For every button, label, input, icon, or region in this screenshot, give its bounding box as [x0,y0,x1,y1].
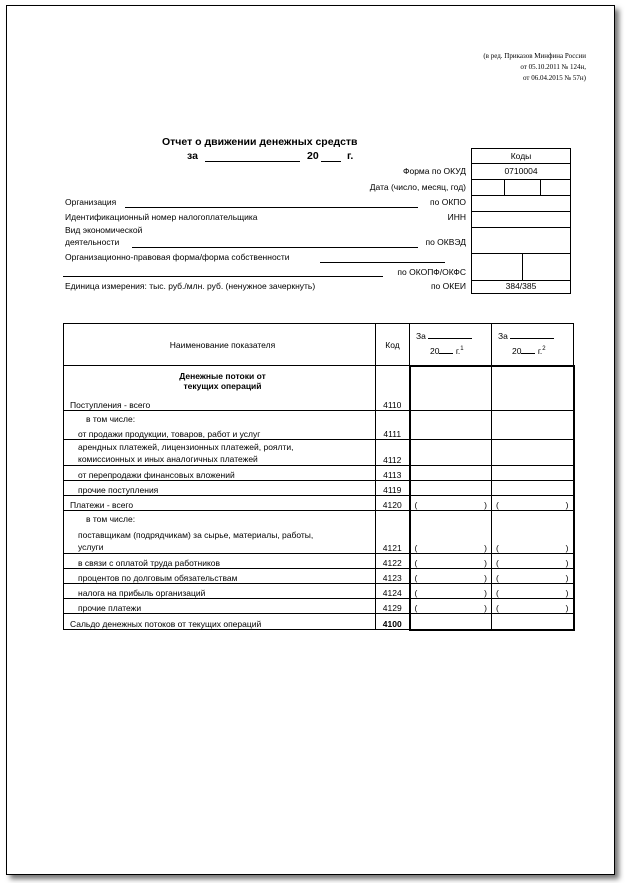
opf-label: Организационно-правовая форма/форма собственности [65,252,290,262]
table-row: арендных платежей, лицензионных платежей, роялти, комиссионных и иных аналогичных платежей 4112 [64,440,574,466]
table-row: в том числе: [64,411,574,424]
note-line-1: (в ред. Приказов Минфина России [483,52,586,60]
table-row: Сальдо денежных потоков от текущих операций 4100 [64,614,574,630]
title-year: 20 [307,150,319,162]
table-row: процентов по долговым обязательствам 4123 ( ) ( ) [64,569,574,584]
activity-label-1: Вид экономической [65,225,143,235]
okud-label: Форма по ОКУД [403,166,466,176]
date-label: Дата (число, месяц, год) [369,182,466,192]
okopf-label: по ОКОПФ/ОКФС [397,267,466,277]
col-period-1-header: За 20 г.$^1$ [410,324,492,366]
col-code-header: Код [376,324,410,366]
title-period-line [205,161,300,162]
okved-label: по ОКВЭД [425,237,466,247]
table-row: Поступления - всего 4110 [64,396,574,411]
col-name-header: Наименование показателя [64,324,376,366]
opf-line-1 [320,262,445,263]
cash-flow-table [63,323,575,631]
title-g: г. [347,150,354,162]
title-za: за [187,150,198,162]
table-row: от перепродажи финансовых вложений 4113 [64,466,574,481]
table-row: поставщикам (подрядчикам) за сырье, материалы, работы, услуги 4121 ( ) ( ) [64,524,574,554]
table-row: в связи с оплатой труда работников 4122 ( ) ( ) [64,554,574,569]
inn-label: ИНН [447,212,466,222]
table-row: от продажи продукции, товаров, работ и услуг 4111 [64,424,574,440]
table-row: налога на прибыль организаций 4124 ( ) ( ) [64,584,574,599]
org-label: Организация [65,197,117,207]
codes-header: Коды [510,151,532,161]
section-title: Денежные потоки от текущих операций [64,366,376,396]
org-line [125,207,418,208]
codes-box [471,148,571,294]
unit-label: Единица измерения: тыс. руб./млн. руб. (ненужное зачеркнуть) [65,281,316,291]
activity-line [132,247,418,248]
document-page [6,5,615,875]
title-year-line [321,161,341,162]
inn-field-label: Идентификационный номер налогоплательщика [65,212,258,222]
table-row: прочие поступления 4119 [64,481,574,496]
table-row: Платежи - всего 4120 ( ) ( ) [64,496,574,511]
report-title: Отчет о движении денежных средств [162,136,358,148]
ministry-note [483,51,586,84]
activity-label-2: деятельности [65,237,120,247]
okud-value: 0710004 [504,166,538,176]
okpo-label: по ОКПО [430,197,466,207]
section-row [64,366,574,396]
table-row: в том числе: [64,511,574,524]
okei-label: по ОКЕИ [430,281,466,291]
okei-value: 384/385 [505,281,537,291]
note-line-3: от 06.04.2015 № 57н) [523,74,586,82]
table-row: прочие платежи 4129 ( ) ( ) [64,599,574,614]
note-line-2: от 05.10.2011 № 124н, [520,63,586,71]
table-header-row [64,324,574,366]
col-period-2-header: За 20 г.$^2$ [492,324,574,366]
opf-line-2 [63,276,383,277]
